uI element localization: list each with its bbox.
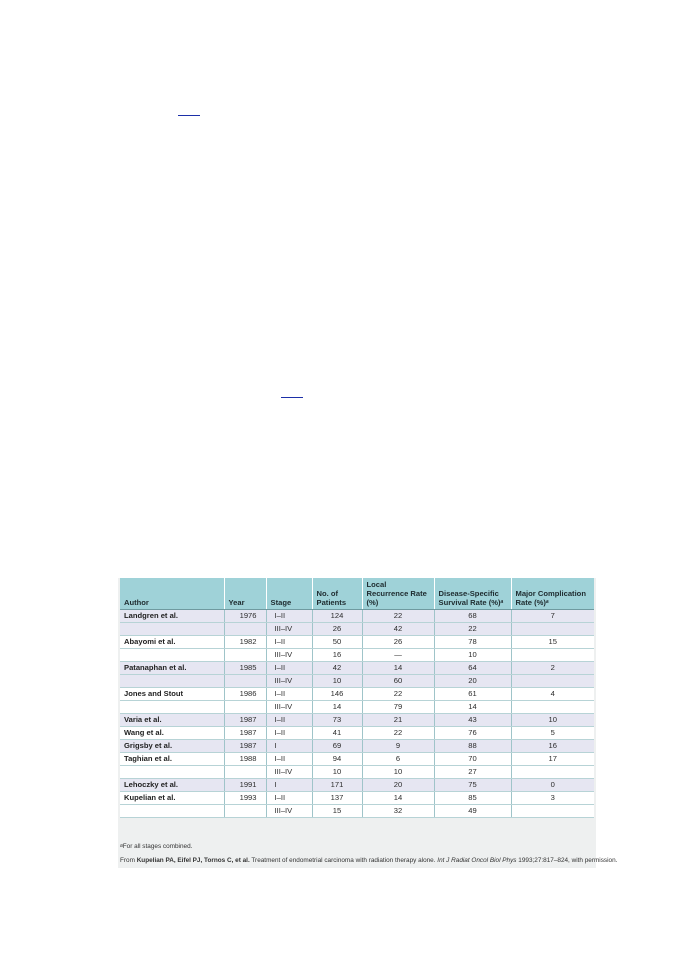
cell-author <box>120 701 224 714</box>
cell-survival: 22 <box>434 623 511 636</box>
cell-complication <box>511 675 594 688</box>
cell-local-recurrence: 22 <box>362 610 434 623</box>
cell-local-recurrence: 9 <box>362 740 434 753</box>
cell-complication: 17 <box>511 753 594 766</box>
table-row <box>120 714 594 727</box>
cell-stage: I–II <box>266 662 312 675</box>
header-complication-label: Major Complication Rate (%) <box>515 589 586 607</box>
cell-author: Kupelian et al. <box>120 792 224 805</box>
cell-stage: I <box>266 740 312 753</box>
cell-complication <box>511 701 594 714</box>
cell-author <box>120 649 224 662</box>
table-footnote <box>120 843 192 850</box>
cell-local-recurrence: 60 <box>362 675 434 688</box>
cell-complication: 16 <box>511 740 594 753</box>
cell-stage: I–II <box>266 792 312 805</box>
reference-link-2[interactable] <box>281 397 303 398</box>
table-row <box>120 610 594 623</box>
cell-local-recurrence: 14 <box>362 662 434 675</box>
table-row <box>120 675 594 688</box>
cell-complication <box>511 623 594 636</box>
footnote-text: For all stages combined. <box>122 843 193 850</box>
cell-survival: 43 <box>434 714 511 727</box>
cell-year <box>224 623 266 636</box>
table-row <box>120 766 594 779</box>
cell-survival: 14 <box>434 701 511 714</box>
cell-year: 1991 <box>224 779 266 792</box>
cell-author: Abayomi et al. <box>120 636 224 649</box>
header-survival <box>434 578 511 610</box>
cell-year: 1986 <box>224 688 266 701</box>
cell-survival: 68 <box>434 610 511 623</box>
cell-patients: 146 <box>312 688 362 701</box>
cell-author: Lehoczky et al. <box>120 779 224 792</box>
table-header-row <box>120 578 594 610</box>
source-authors: Kupelian PA, Eifel PJ, Tornos C, et al. <box>136 857 250 864</box>
cell-author <box>120 623 224 636</box>
cell-year <box>224 675 266 688</box>
cell-patients: 42 <box>312 662 362 675</box>
cell-local-recurrence: 6 <box>362 753 434 766</box>
table-body <box>120 610 594 818</box>
cell-survival: 88 <box>434 740 511 753</box>
cell-year: 1976 <box>224 610 266 623</box>
cell-year: 1993 <box>224 792 266 805</box>
cell-year <box>224 766 266 779</box>
footnote-marker: a <box>120 843 123 849</box>
cell-survival: 49 <box>434 805 511 818</box>
cell-author: Patanaphan et al. <box>120 662 224 675</box>
cell-complication <box>511 805 594 818</box>
table-row <box>120 701 594 714</box>
cell-complication: 3 <box>511 792 594 805</box>
cell-local-recurrence: 14 <box>362 792 434 805</box>
cell-patients: 94 <box>312 753 362 766</box>
cell-local-recurrence: 32 <box>362 805 434 818</box>
cell-author <box>120 766 224 779</box>
cell-patients: 73 <box>312 714 362 727</box>
table-row <box>120 727 594 740</box>
cell-patients: 10 <box>312 766 362 779</box>
cell-year: 1987 <box>224 727 266 740</box>
cell-patients: 14 <box>312 701 362 714</box>
cell-local-recurrence: 22 <box>362 727 434 740</box>
cell-complication: 2 <box>511 662 594 675</box>
cell-survival: 70 <box>434 753 511 766</box>
cell-complication: 15 <box>511 636 594 649</box>
header-local-recurrence: Local Recurrence Rate (%) <box>362 578 434 610</box>
cell-complication: 5 <box>511 727 594 740</box>
table-row <box>120 636 594 649</box>
cell-complication: 7 <box>511 610 594 623</box>
cell-year <box>224 649 266 662</box>
cell-local-recurrence: — <box>362 649 434 662</box>
table-row <box>120 805 594 818</box>
cell-stage: I–II <box>266 688 312 701</box>
table-row <box>120 662 594 675</box>
cell-year: 1987 <box>224 740 266 753</box>
source-journal: Int J Radiat Oncol Biol Phys <box>437 857 517 864</box>
header-complication <box>511 578 594 610</box>
cell-patients: 10 <box>312 675 362 688</box>
results-table-container <box>118 578 596 868</box>
cell-stage: I–II <box>266 610 312 623</box>
cell-survival: 75 <box>434 779 511 792</box>
cell-patients: 41 <box>312 727 362 740</box>
header-survival-note: a <box>500 599 504 605</box>
cell-patients: 137 <box>312 792 362 805</box>
table-row <box>120 649 594 662</box>
cell-stage: III–IV <box>266 675 312 688</box>
reference-link-1[interactable] <box>178 115 200 116</box>
cell-year <box>224 805 266 818</box>
cell-year: 1987 <box>224 714 266 727</box>
table-row <box>120 688 594 701</box>
cell-survival: 20 <box>434 675 511 688</box>
cell-survival: 64 <box>434 662 511 675</box>
header-survival-label: Disease-Specific Survival Rate (%) <box>438 589 501 607</box>
cell-author: Landgren et al. <box>120 610 224 623</box>
cell-survival: 78 <box>434 636 511 649</box>
source-citation: 1993;27:817–824, with permission. <box>516 857 618 864</box>
header-year: Year <box>224 578 266 610</box>
header-author: Author <box>120 578 224 610</box>
cell-stage: III–IV <box>266 649 312 662</box>
cell-patients: 50 <box>312 636 362 649</box>
cell-patients: 124 <box>312 610 362 623</box>
cell-complication <box>511 766 594 779</box>
cell-complication <box>511 649 594 662</box>
cell-survival: 85 <box>434 792 511 805</box>
table-row <box>120 753 594 766</box>
cell-stage: I–II <box>266 753 312 766</box>
cell-local-recurrence: 10 <box>362 766 434 779</box>
cell-author: Taghian et al. <box>120 753 224 766</box>
cell-local-recurrence: 20 <box>362 779 434 792</box>
source-title: Treatment of endometrial carcinoma with radiation therapy alone. <box>249 857 438 864</box>
table-row <box>120 623 594 636</box>
cell-year: 1985 <box>224 662 266 675</box>
cell-local-recurrence: 22 <box>362 688 434 701</box>
cell-local-recurrence: 26 <box>362 636 434 649</box>
cell-author: Varia et al. <box>120 714 224 727</box>
results-table <box>120 578 594 818</box>
table-row <box>120 740 594 753</box>
cell-author: Grigsby et al. <box>120 740 224 753</box>
cell-complication: 10 <box>511 714 594 727</box>
cell-survival: 27 <box>434 766 511 779</box>
cell-patients: 15 <box>312 805 362 818</box>
cell-stage: III–IV <box>266 701 312 714</box>
cell-patients: 171 <box>312 779 362 792</box>
table-source <box>120 857 617 864</box>
cell-year <box>224 701 266 714</box>
cell-complication: 4 <box>511 688 594 701</box>
table-row <box>120 779 594 792</box>
cell-complication: 0 <box>511 779 594 792</box>
cell-stage: I <box>266 779 312 792</box>
source-prefix: From <box>120 857 137 864</box>
cell-survival: 10 <box>434 649 511 662</box>
cell-author <box>120 675 224 688</box>
cell-stage: I–II <box>266 727 312 740</box>
cell-stage: III–IV <box>266 766 312 779</box>
cell-stage: III–IV <box>266 623 312 636</box>
cell-survival: 61 <box>434 688 511 701</box>
header-patients: No. of Patients <box>312 578 362 610</box>
cell-patients: 16 <box>312 649 362 662</box>
cell-author <box>120 805 224 818</box>
cell-local-recurrence: 79 <box>362 701 434 714</box>
cell-stage: III–IV <box>266 805 312 818</box>
table-row <box>120 792 594 805</box>
cell-local-recurrence: 21 <box>362 714 434 727</box>
cell-local-recurrence: 42 <box>362 623 434 636</box>
cell-year: 1988 <box>224 753 266 766</box>
cell-author: Wang et al. <box>120 727 224 740</box>
header-complication-note: a <box>545 599 549 605</box>
cell-patients: 26 <box>312 623 362 636</box>
cell-patients: 69 <box>312 740 362 753</box>
cell-stage: I–II <box>266 636 312 649</box>
header-stage: Stage <box>266 578 312 610</box>
cell-stage: I–II <box>266 714 312 727</box>
cell-survival: 76 <box>434 727 511 740</box>
cell-author: Jones and Stout <box>120 688 224 701</box>
cell-year: 1982 <box>224 636 266 649</box>
